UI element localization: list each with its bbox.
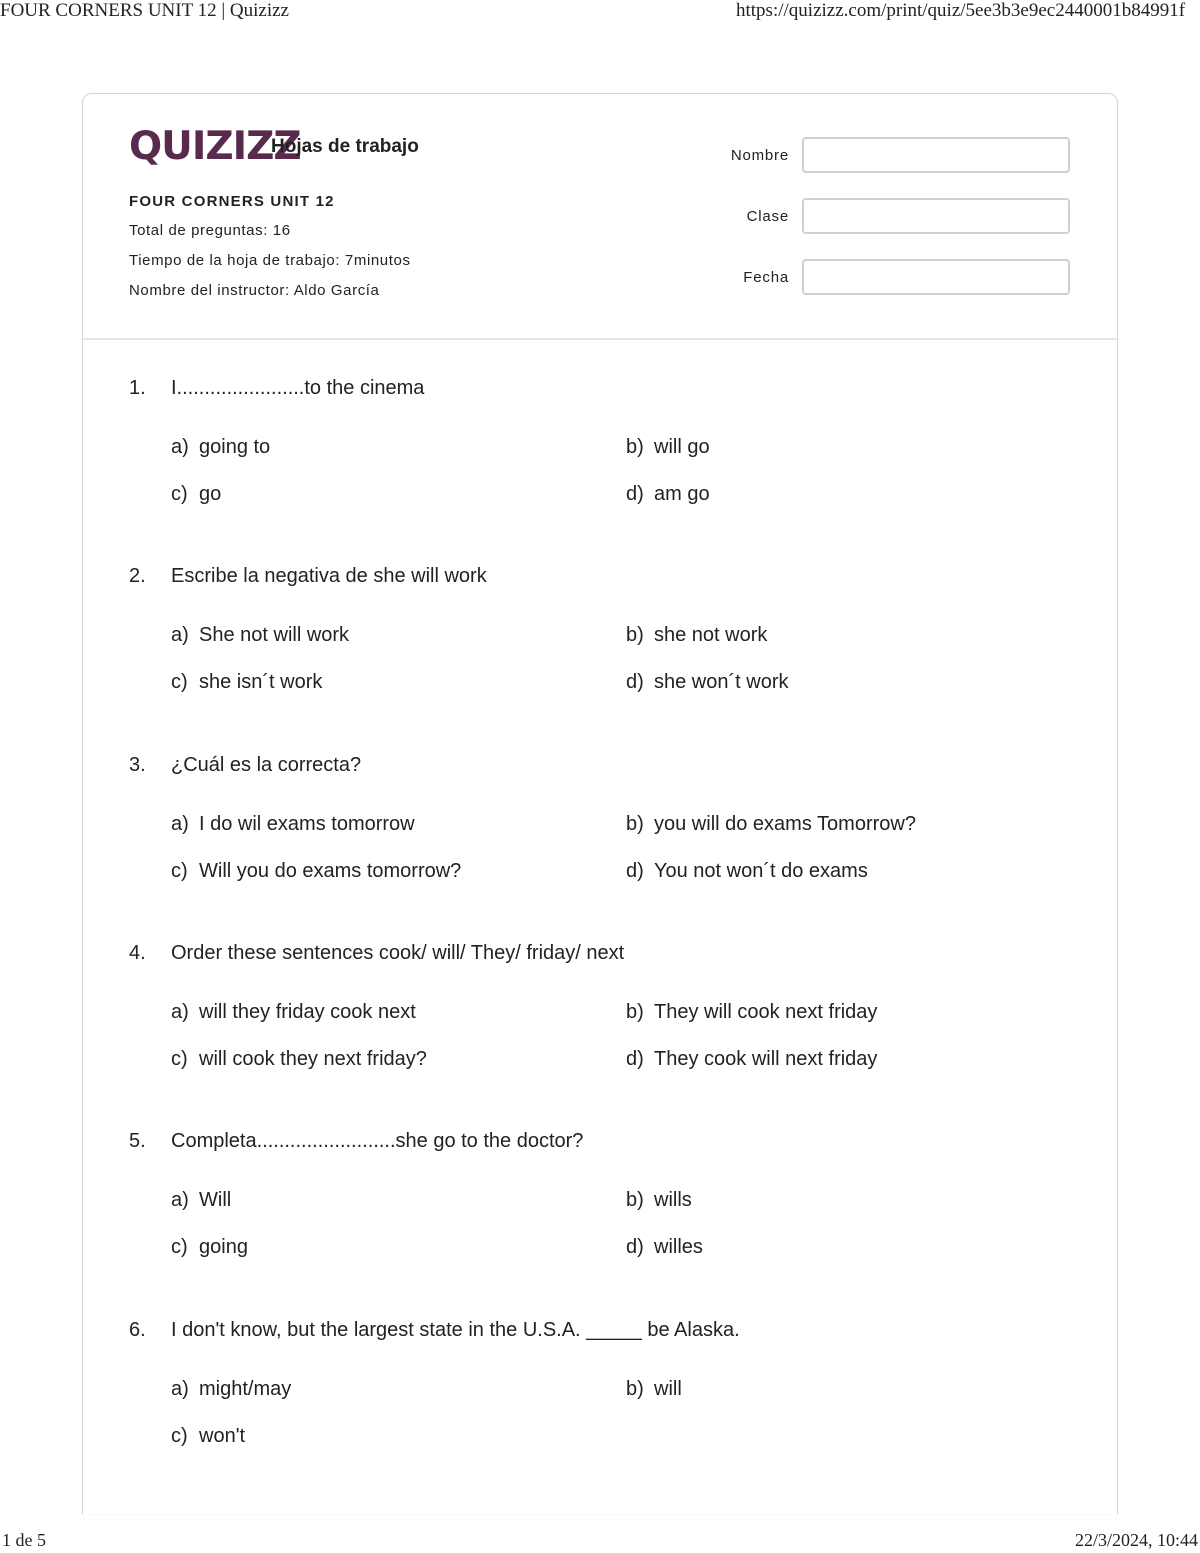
option-text: wills <box>654 1189 692 1211</box>
option-3-a[interactable] <box>171 813 415 836</box>
question-number: 4. <box>129 942 146 964</box>
worksheet-header <box>83 94 1117 340</box>
instructor-name: Nombre del instructor: Aldo García <box>129 282 380 299</box>
option-text: They will cook next friday <box>654 1001 878 1023</box>
question-text: Completa.........................she go to the doctor? <box>171 1130 584 1152</box>
question-text: I don't know, but the largest state in the U.S.A. _____ be Alaska. <box>171 1319 740 1341</box>
option-text: will <box>654 1378 682 1400</box>
option-letter: a) <box>171 1378 189 1400</box>
option-1-a[interactable] <box>171 436 270 459</box>
option-text: you will do exams Tomorrow? <box>654 813 916 835</box>
question-text: I.......................to the cinema <box>171 377 425 399</box>
option-letter: d) <box>626 860 644 882</box>
option-3-c[interactable] <box>171 860 461 883</box>
option-text: You not won´t do exams <box>654 860 868 882</box>
option-text: will they friday cook next <box>199 1001 416 1023</box>
option-text: will cook they next friday? <box>199 1048 427 1070</box>
question-3 <box>129 754 1069 780</box>
question-number: 2. <box>129 565 146 587</box>
date-field[interactable] <box>802 259 1070 295</box>
option-text: going <box>199 1236 248 1258</box>
option-3-d[interactable] <box>626 860 868 883</box>
print-footer <box>0 1530 1200 1553</box>
option-letter: b) <box>626 1001 644 1023</box>
print-title: FOUR CORNERS UNIT 12 | Quizizz <box>0 0 289 21</box>
option-5-b[interactable] <box>626 1189 692 1212</box>
question-number: 5. <box>129 1130 146 1152</box>
option-letter: a) <box>171 436 189 458</box>
option-6-c[interactable] <box>171 1425 245 1448</box>
question-number: 3. <box>129 754 146 776</box>
option-letter: c) <box>171 1425 188 1447</box>
option-4-b[interactable] <box>626 1001 877 1024</box>
option-letter: b) <box>626 436 644 458</box>
question-text: ¿Cuál es la correcta? <box>171 754 362 776</box>
option-6-a[interactable] <box>171 1378 291 1401</box>
question-text: Order these sentences cook/ will/ They/ friday/ next <box>171 942 625 964</box>
question-6 <box>129 1319 1069 1345</box>
option-1-d[interactable] <box>626 483 710 506</box>
option-5-d[interactable] <box>626 1236 703 1259</box>
option-2-c[interactable] <box>171 671 322 694</box>
option-text: am go <box>654 483 710 505</box>
option-letter: c) <box>171 1236 188 1258</box>
quizizz-logo: QUIZIZZ <box>129 124 301 169</box>
option-text: She not will work <box>199 624 350 646</box>
name-label: Nombre <box>730 147 789 164</box>
option-text: she isn´t work <box>199 671 323 693</box>
class-field[interactable] <box>802 198 1070 234</box>
option-4-c[interactable] <box>171 1048 427 1071</box>
total-questions: Total de preguntas: 16 <box>129 222 291 239</box>
worksheet-subtitle: Hojas de trabajo <box>271 136 419 157</box>
option-2-b[interactable] <box>626 624 767 647</box>
question-1 <box>129 377 1069 403</box>
option-letter: a) <box>171 624 189 646</box>
option-letter: b) <box>626 1378 644 1400</box>
name-field[interactable] <box>802 137 1070 173</box>
option-text: They cook will next friday <box>654 1048 878 1070</box>
option-5-a[interactable] <box>171 1189 231 1212</box>
date-label: Fecha <box>743 269 789 286</box>
option-letter: d) <box>626 1236 644 1258</box>
option-4-a[interactable] <box>171 1001 416 1024</box>
option-text: won't <box>199 1425 246 1447</box>
question-4 <box>129 942 1069 968</box>
page-number: 1 de 5 <box>2 1530 46 1550</box>
question-number: 1. <box>129 377 146 399</box>
option-letter: c) <box>171 860 188 882</box>
quiz-title: FOUR CORNERS UNIT 12 <box>129 193 335 210</box>
option-text: going to <box>199 436 271 458</box>
worksheet <box>82 93 1118 1514</box>
option-letter: d) <box>626 483 644 505</box>
option-letter: a) <box>171 1001 189 1023</box>
question-5 <box>129 1130 1069 1156</box>
print-url[interactable]: https://quizizz.com/print/quiz/5ee3b3e9ec2440001b84991f <box>736 0 1186 21</box>
option-letter: a) <box>171 813 189 835</box>
option-1-b[interactable] <box>626 436 710 459</box>
option-2-d[interactable] <box>626 671 789 694</box>
option-letter: b) <box>626 624 644 646</box>
option-text: she won´t work <box>654 671 789 693</box>
option-6-b[interactable] <box>626 1378 682 1401</box>
question-number: 6. <box>129 1319 146 1341</box>
option-letter: c) <box>171 483 188 505</box>
question-text: Escribe la negativa de she will work <box>171 565 487 587</box>
option-text: go <box>199 483 222 505</box>
option-4-d[interactable] <box>626 1048 877 1071</box>
option-5-c[interactable] <box>171 1236 248 1259</box>
option-letter: b) <box>626 813 644 835</box>
option-letter: d) <box>626 671 644 693</box>
print-header <box>0 0 1200 26</box>
option-text: willes <box>654 1236 703 1258</box>
option-text: Will <box>199 1189 232 1211</box>
option-1-c[interactable] <box>171 483 221 506</box>
option-text: Will you do exams tomorrow? <box>199 860 462 882</box>
option-3-b[interactable] <box>626 813 916 836</box>
option-letter: b) <box>626 1189 644 1211</box>
option-letter: a) <box>171 1189 189 1211</box>
question-2 <box>129 565 1069 591</box>
option-text: will go <box>654 436 710 458</box>
print-datetime: 22/3/2024, 10:44 <box>1074 1530 1198 1550</box>
option-text: I do wil exams tomorrow <box>199 813 415 835</box>
class-label: Clase <box>746 208 789 225</box>
option-letter: c) <box>171 1048 188 1070</box>
option-letter: d) <box>626 1048 644 1070</box>
option-letter: c) <box>171 671 188 693</box>
option-text: she not work <box>654 624 768 646</box>
option-text: might/may <box>199 1378 292 1400</box>
worksheet-time: Tiempo de la hoja de trabajo: 7minutos <box>129 252 411 269</box>
option-2-a[interactable] <box>171 624 349 647</box>
